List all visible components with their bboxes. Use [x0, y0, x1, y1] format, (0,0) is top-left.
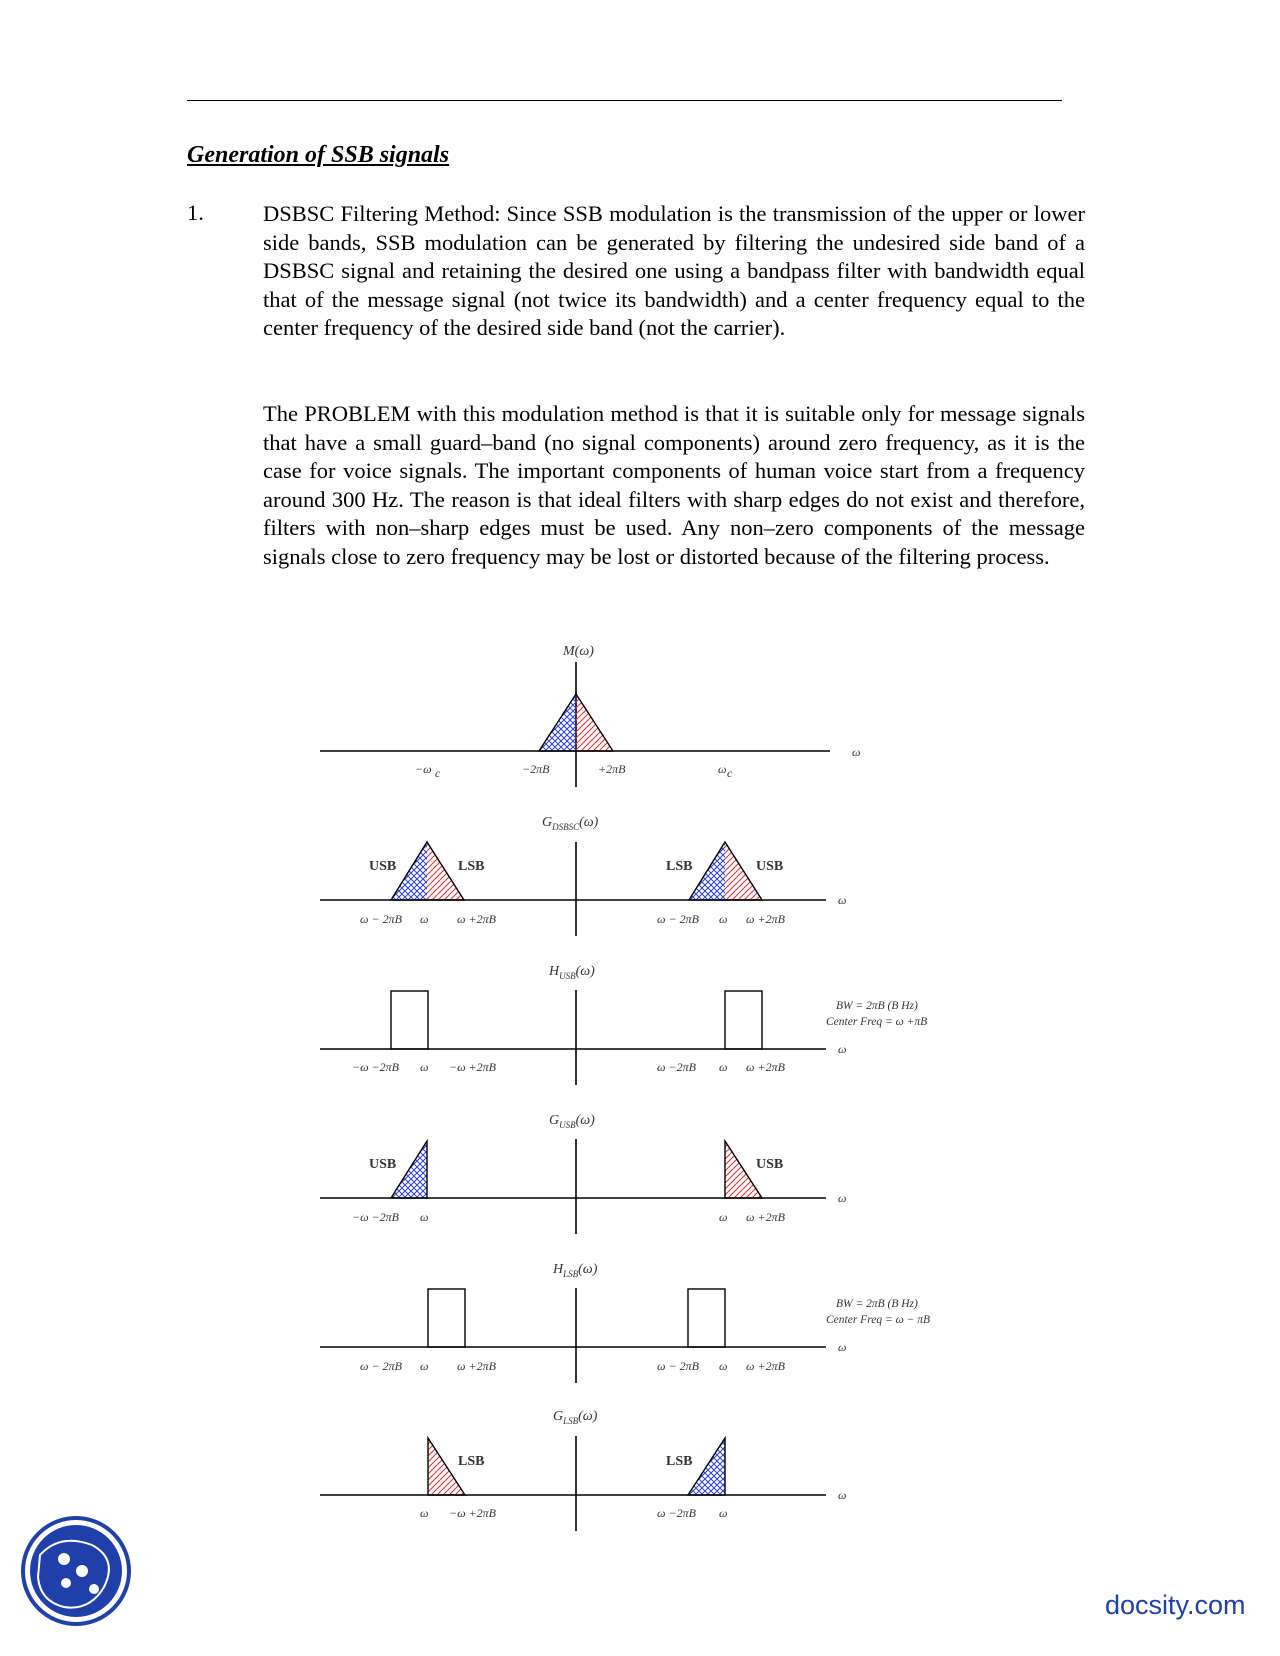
center-freq-note: Center Freq = ω − πB [826, 1314, 931, 1326]
bandpass-filter-positive [725, 991, 762, 1049]
panel-title-g-dsbsc: $G_{DSBSC}(\omega)$ [542, 815, 599, 832]
tick-label: ω − 2πB [657, 912, 699, 926]
tick-label: ω −2πB [657, 1506, 696, 1520]
center-freq-note: Center Freq = ω +πB [826, 1016, 928, 1028]
panel-h-lsb [320, 1262, 930, 1383]
tick-label: ω +2πB [746, 1359, 785, 1373]
panel-h-usb [320, 964, 927, 1085]
tick-subscript: c [727, 766, 733, 780]
band-label: USB [369, 859, 397, 874]
panel-title-h-lsb: $H_{LSB}(\omega)$ [553, 1262, 598, 1279]
tick-subscript: c [435, 766, 441, 780]
tick-label: ω [420, 912, 429, 926]
band-label: LSB [458, 1454, 485, 1469]
tick-label: ω [719, 1506, 728, 1520]
band-label: LSB [666, 1454, 693, 1469]
omega-axis-label: ω [838, 893, 847, 907]
tick-label: ω [719, 1359, 728, 1373]
tick-label: ω − 2πB [360, 1359, 402, 1373]
panel-title-h-usb: $H_{USB}(\omega)$ [549, 964, 595, 981]
section-heading: Generation of SSB signals [187, 142, 450, 168]
bandpass-filter-negative [391, 991, 428, 1049]
tick-label: +2πB [598, 762, 626, 776]
tick-label: −ω +2πB [449, 1506, 497, 1520]
omega-axis-label: ω [838, 1340, 847, 1354]
tick-label: ω [420, 1506, 429, 1520]
band-label: USB [369, 1157, 397, 1172]
tick-label: ω [420, 1060, 429, 1074]
tick-label: −ω −2πB [352, 1060, 400, 1074]
paragraph-dsbsc-filtering: DSBSC Filtering Method: Since SSB modulation is the transmission of the upper or lower side bands, SSB modulation can be generated by filtering the undesired side band of a DSBSC signal and retaining the desired one using a bandpass filter with bandwidth equal that of the message signal (not twice its bandwidth) and a center frequency equal to the center frequency of the desired side band (not the carrier). [263, 201, 1085, 341]
band-label: USB [756, 1157, 784, 1172]
band-label: LSB [666, 859, 693, 874]
panel-g-lsb [320, 1409, 846, 1531]
bandpass-filter-positive [688, 1289, 725, 1347]
bandwidth-note: BW = 2πB (B Hz) [836, 1000, 918, 1012]
tick-label: ω [420, 1210, 429, 1224]
tick-label: ω − 2πB [360, 912, 402, 926]
tick-label: ω − 2πB [657, 1359, 699, 1373]
panel-message-spectrum [320, 644, 860, 787]
omega-axis-label: ω [838, 1042, 847, 1056]
tick-label: ω [719, 1060, 728, 1074]
tick-label: ω [719, 1210, 728, 1224]
tick-label: ω +2πB [746, 1210, 785, 1224]
docsity-watermark[interactable]: docsity.com [1105, 1590, 1246, 1620]
omega-axis-label: ω [838, 1488, 847, 1502]
panel-title-g-lsb: $G_{LSB}(\omega)$ [553, 1409, 598, 1426]
bandwidth-note: BW = 2πB (B Hz) [836, 1298, 918, 1310]
panel-g-dsbsc [320, 815, 846, 936]
tick-label: ω [718, 762, 727, 776]
tick-label: ω [420, 1359, 429, 1373]
omega-axis-label: ω [852, 745, 861, 759]
tick-label: ω +2πB [457, 912, 496, 926]
panel-title-g-usb: $G_{USB}(\omega)$ [549, 1113, 595, 1130]
panel-title-m: M(ω) [563, 644, 594, 659]
tick-label: ω [719, 912, 728, 926]
panel-g-usb [320, 1113, 846, 1234]
band-label: LSB [458, 859, 485, 874]
tick-label: −ω −2πB [352, 1210, 400, 1224]
band-label: USB [756, 859, 784, 874]
tick-label: −ω +2πB [449, 1060, 497, 1074]
bandpass-filter-negative [428, 1289, 465, 1347]
tick-label: −ω [415, 762, 432, 776]
tick-label: ω +2πB [457, 1359, 496, 1373]
paragraph-problem: The PROBLEM with this modulation method is that it is suitable only for message signals that have a small guard–band (no signal components) around zero frequency, as it is the case for voice signals. The important components of human voice start from a frequency around 300 Hz. The reason is that ideal filters with sharp edges do not exist and therefore, filters with non–sharp edges must be used. Any non–zero components of the message signals close to zero frequency may be lost or distorted because of the filtering process. [263, 401, 1085, 569]
tick-label: −2πB [522, 762, 550, 776]
omega-axis-label: ω [838, 1191, 847, 1205]
tick-label: ω +2πB [746, 912, 785, 926]
list-item-number: 1. [187, 200, 204, 225]
tick-label: ω +2πB [746, 1060, 785, 1074]
tick-label: ω −2πB [657, 1060, 696, 1074]
docsity-logo-icon [20, 1515, 132, 1627]
